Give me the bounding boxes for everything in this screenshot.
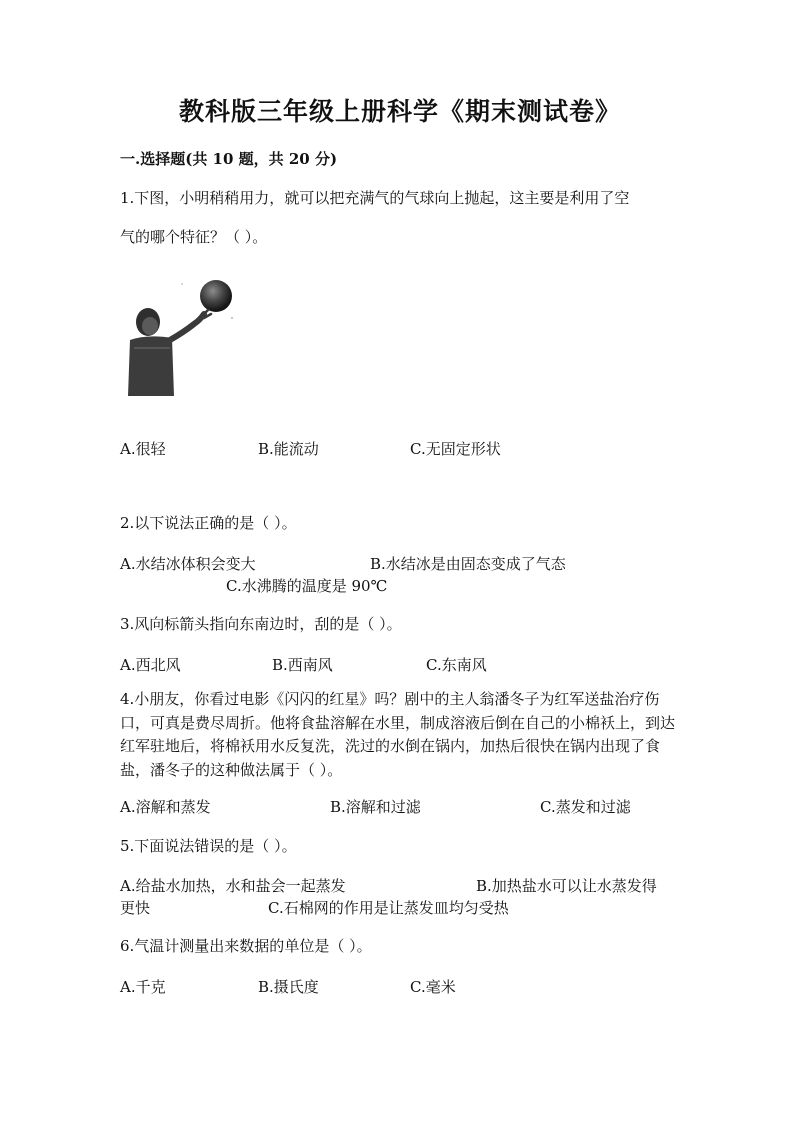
section-heading: 一.选择题(共 10 题，共 20 分) — [120, 150, 338, 168]
question-3-stem: 3.风向标箭头指向东南边时，刮的是（ ）。 — [120, 615, 402, 633]
question-5-stem: 5.下面说法错误的是（ ）。 — [120, 837, 297, 855]
question-3-option-a: A.西北风 — [120, 656, 181, 674]
question-1-line-2: 气的哪个特征？（ ）。 — [120, 228, 268, 246]
page-title: 教科版三年级上册科学《期末测试卷》 — [178, 97, 621, 126]
question-5-option-c: C.石棉网的作用是让蒸发皿均匀受热 — [268, 899, 509, 917]
question-5-option-b: B.加热盐水可以让水蒸发得 — [476, 877, 657, 895]
question-1-line-1: 1.下图，小明稍稍用力，就可以把充满气的气球向上抛起，这主要是利用了空 — [120, 189, 630, 207]
question-3-option-c: C.东南风 — [426, 656, 487, 674]
question-6-stem: 6.气温计测量出来数据的单位是（ ）。 — [120, 937, 372, 955]
question-3-option-b: B.西南风 — [272, 656, 333, 674]
question-1-option-c: C.无固定形状 — [410, 440, 501, 458]
question-2-option-b: B.水结冰是由固态变成了气态 — [370, 555, 566, 573]
question-4-option-c: C.蒸发和过滤 — [540, 798, 631, 816]
question-2-option-a: A.水结冰体积会变大 — [120, 555, 256, 573]
question-6-option-c: C.毫米 — [410, 978, 456, 996]
question-4-option-b: B.溶解和过滤 — [330, 798, 421, 816]
question-1-option-a: A.很轻 — [120, 440, 166, 458]
boy-tossing-balloon-illustration — [122, 278, 242, 396]
question-4-stem: 4.小朋友，你看过电影《闪闪的红星》吗？剧中的主人翁潘冬子为红军送盐治疗伤口，可真是费尽周折。他将食盐溶解在水里，制成溶液后倒在自己的小棉袄上，到达红军驻地后，将棉袄用水反复洗，洗过的水倒在锅内，加热后很快在锅内出现了食盐，潘冬子的这种做法属于（ ）。 — [120, 690, 676, 779]
question-2-stem: 2.以下说法正确的是（ ）。 — [120, 514, 297, 532]
question-1-option-b: B.能流动 — [258, 440, 319, 458]
question-6-option-a: A.千克 — [120, 978, 166, 996]
question-5-option-b-continued: 更快 — [120, 899, 151, 917]
question-4-option-a: A.溶解和蒸发 — [120, 798, 211, 816]
question-5-option-a: A.给盐水加热，水和盐会一起蒸发 — [120, 877, 346, 895]
question-6-option-b: B.摄氏度 — [258, 978, 319, 996]
question-2-option-c: C.水沸腾的温度是 90℃ — [226, 577, 388, 595]
balloon-shape — [200, 280, 232, 312]
